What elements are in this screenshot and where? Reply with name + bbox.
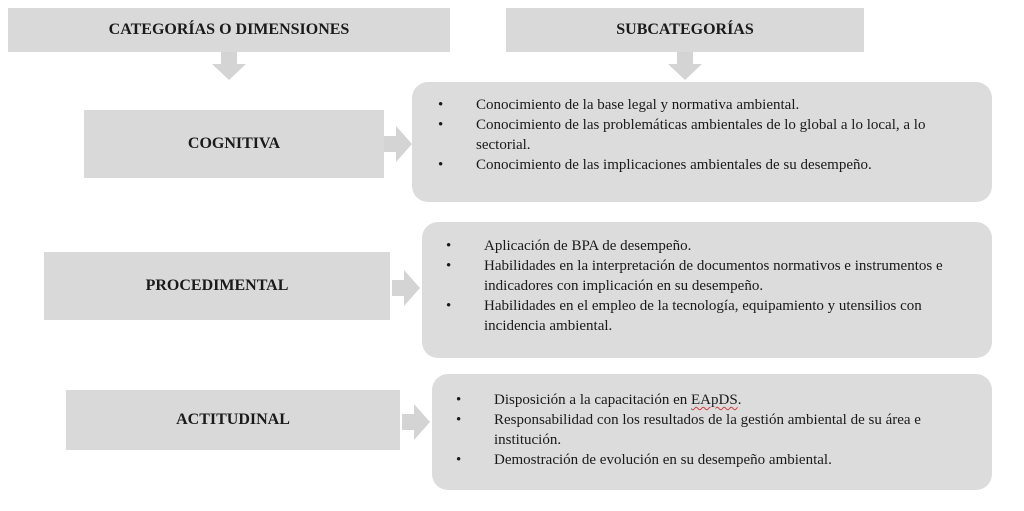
list-cognitiva — [438, 95, 972, 175]
category-procedimental — [44, 252, 390, 320]
list-item: • Disposición a la capacitación en EApDS. — [456, 392, 742, 408]
list-item: • Demostración de evolución en su desempeño ambiental. — [456, 452, 832, 468]
header-categories — [8, 8, 450, 52]
category-cognitiva-label: COGNITIVA — [187, 135, 281, 152]
list-item: • Responsabilidad con los resultados de la gestión ambiental de su área e institución. — [456, 412, 921, 448]
right-arrow-cognitiva — [384, 126, 412, 162]
misspelled-acronym: EApDS — [691, 392, 738, 408]
category-actitudinal — [66, 390, 400, 450]
right-arrow-procedimental — [392, 270, 420, 306]
category-cognitiva — [84, 110, 384, 178]
down-arrow-right — [668, 52, 702, 80]
right-arrow-actitudinal — [402, 404, 430, 440]
list-procedimental — [446, 236, 972, 336]
list-actitudinal — [456, 390, 972, 470]
header-subcategories — [506, 8, 864, 52]
list-item: • Habilidades en el empleo de la tecnología, equipamiento y utensilios con incidencia ambiental. — [446, 298, 922, 334]
header-categories-label: CATEGORÍAS O DIMENSIONES — [108, 21, 350, 38]
category-procedimental-label: PROCEDIMENTAL — [145, 277, 289, 294]
list-item: • Habilidades en la interpretación de documentos normativos e instrumentos e indicadores con implicación en su desempeño. — [446, 258, 943, 294]
list-item: • Conocimiento de la base legal y normativa ambiental. — [438, 97, 800, 113]
list-item: • Conocimiento de las implicaciones ambientales de su desempeño. — [438, 157, 872, 173]
list-item: • Aplicación de BPA de desempeño. — [446, 238, 692, 254]
panel-actitudinal — [432, 374, 992, 490]
down-arrow-left — [212, 52, 246, 80]
list-item: • Conocimiento de las problemáticas ambientales de lo global a lo local, a lo sectorial. — [438, 117, 926, 153]
panel-procedimental — [422, 222, 992, 358]
panel-cognitiva — [412, 82, 992, 202]
category-actitudinal-label: ACTITUDINAL — [176, 411, 290, 428]
header-subcategories-label: SUBCATEGORÍAS — [616, 21, 754, 38]
